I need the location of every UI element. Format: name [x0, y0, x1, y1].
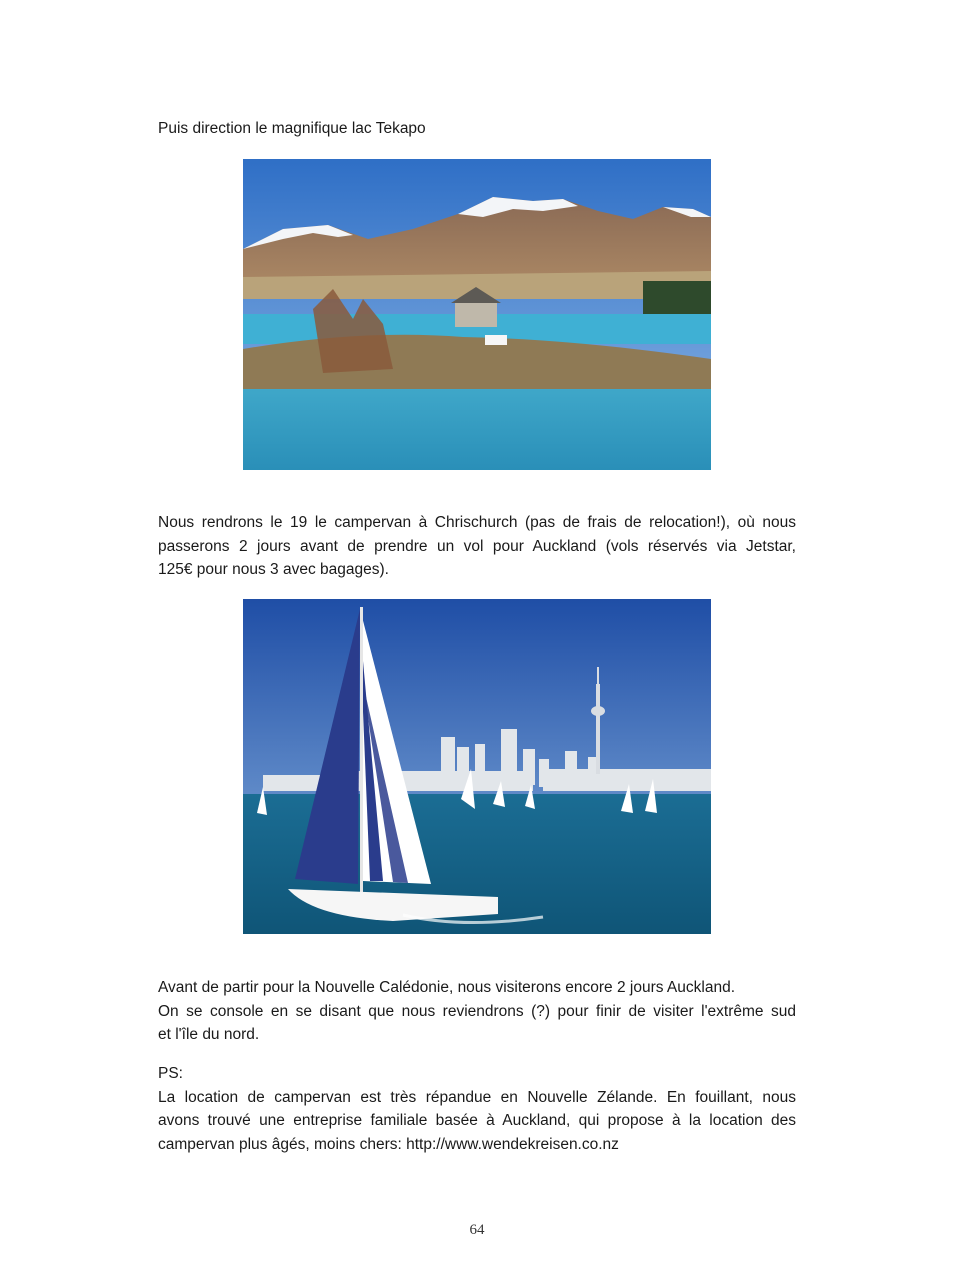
paragraph-line: campervan plus âgés, moins chers: http://www.wendekreisen.co.nz — [158, 1135, 619, 1153]
ps-paragraph — [158, 1062, 796, 1156]
page-number: 64 — [469, 1222, 485, 1238]
paragraph-line: On se console en se disant que nous reviendrons (?) pour finir de visiter l'extrême sud — [158, 1002, 796, 1020]
paragraph-line: et l'île du nord. — [158, 1026, 260, 1043]
caledonie-paragraph — [158, 976, 796, 1047]
paragraph-line: avons trouvé une entreprise familiale basée à Auckland, qui propose à la location des — [158, 1112, 796, 1129]
paragraph-line: passerons 2 jours avant de prendre un vol pour Auckland (vols réservés via Jetstar, — [158, 537, 796, 555]
sailboat-photo-icon — [243, 599, 711, 934]
paragraph-line: Avant de partir pour la Nouvelle Calédonie, nous visiterons encore 2 jours Auckland. — [158, 979, 735, 996]
caption-text: Puis direction le magnifique lac Tekapo — [158, 120, 426, 137]
auckland-sailboat-photo — [243, 599, 711, 934]
lake-tekapo-photo — [243, 159, 711, 470]
paragraph-line: 125€ pour nous 3 avec bagages). — [158, 561, 389, 578]
campervan-paragraph — [158, 511, 796, 582]
ps-heading: PS: — [158, 1065, 183, 1082]
landscape-photo-icon — [243, 159, 711, 470]
tekapo-caption — [158, 117, 796, 141]
paragraph-line: La location de campervan est très répandue en Nouvelle Zélande. En fouillant, nous — [158, 1088, 796, 1106]
paragraph-line: Nous rendrons le 19 le campervan à Chrischurch (pas de frais de relocation!), où nous — [158, 514, 796, 531]
